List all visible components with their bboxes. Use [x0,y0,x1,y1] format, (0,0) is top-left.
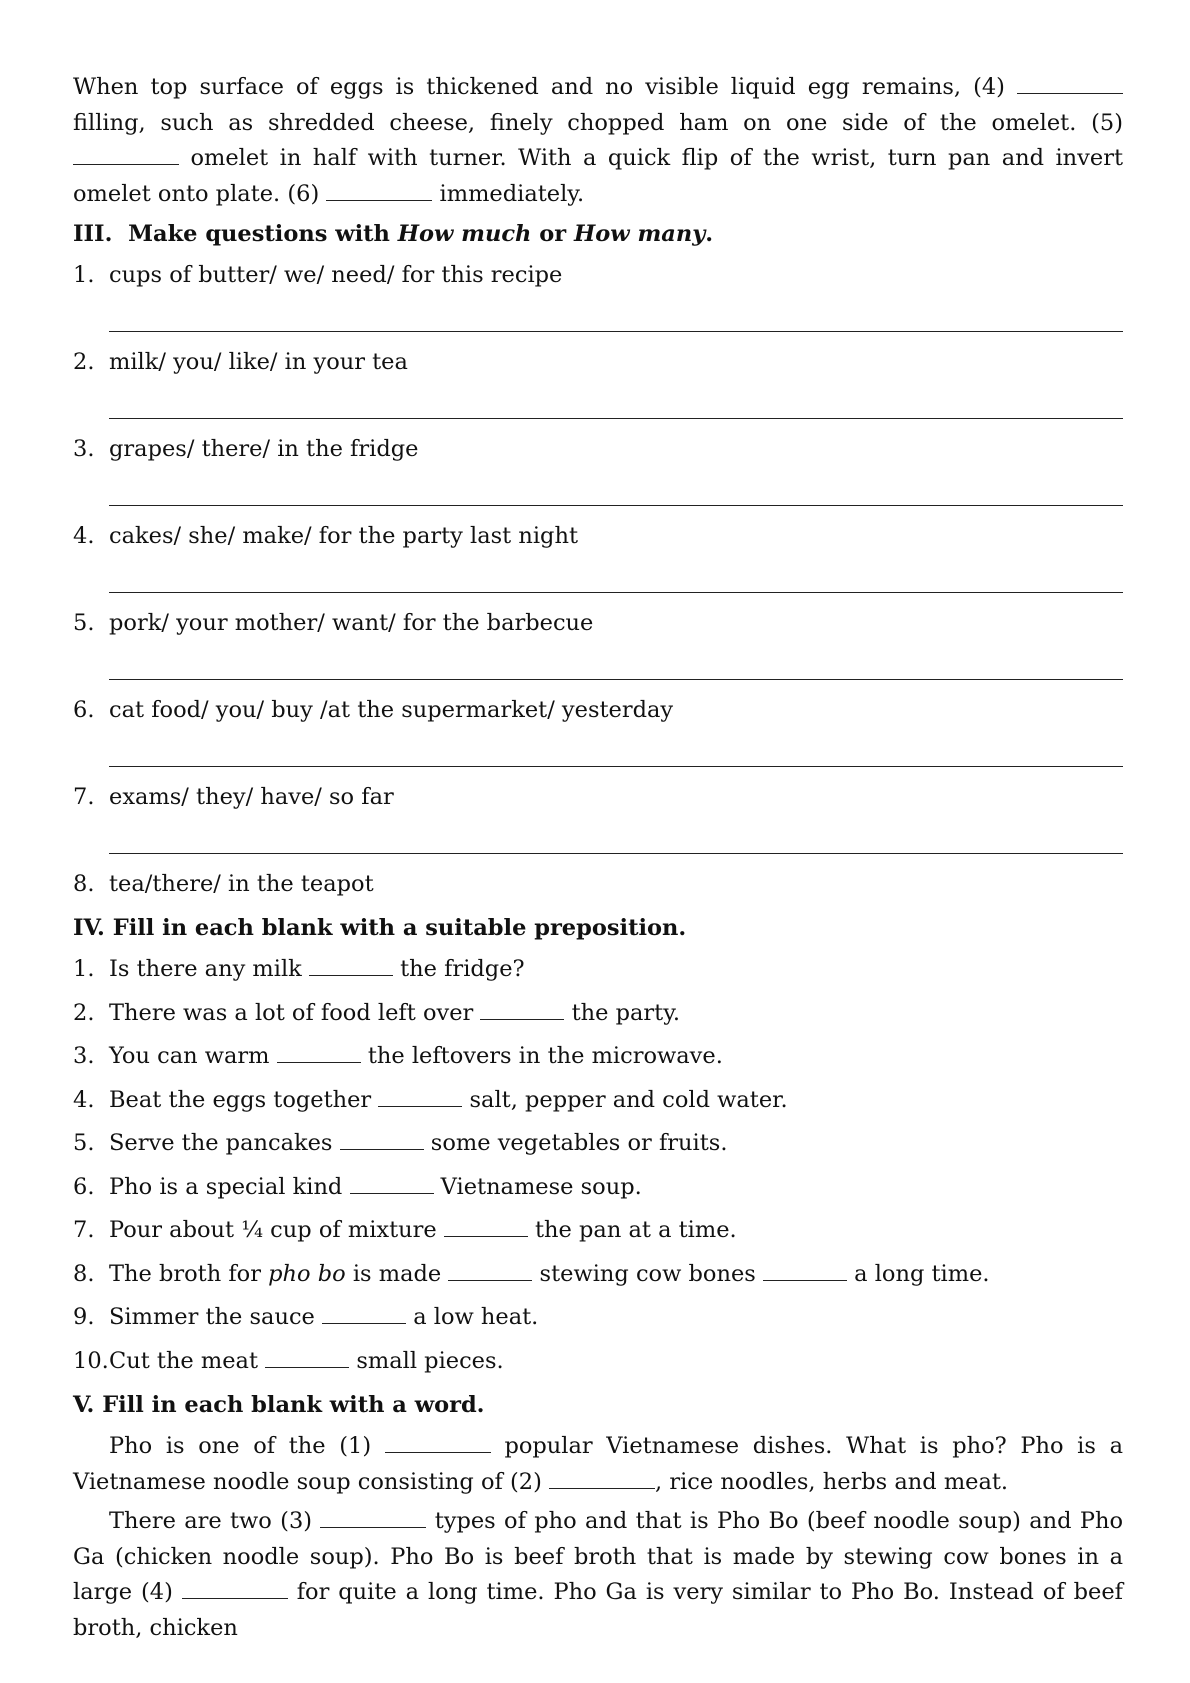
intro-text-3: omelet in half with turner. With a quick flip of the wrist, turn pan and invert omelet onto plate. (6) [73,145,1123,207]
section-5-heading: V. Fill in each blank with a word. [73,1392,485,1418]
paragraph-text: There are two (3) [109,1508,313,1534]
item-text: Cut the meat [109,1347,259,1374]
item-prompt: cups of butter/ we/ need/ for this recipe [109,262,563,288]
blank-4[interactable] [1017,75,1123,94]
blank-6[interactable] [326,182,432,201]
preposition-blank[interactable] [448,1262,532,1281]
item-number: 8. [73,1260,95,1287]
item-prompt: tea/there/ in the teapot [109,871,374,897]
intro-text-2: filling, such as shredded cheese, finely chopped ham on one side of the omelet. (5) [73,109,1123,136]
item-number: 1. [73,262,95,288]
list-item [73,1296,1123,1340]
item-number: 6. [73,697,95,723]
section-3-list [73,254,1123,906]
list-item [73,776,1123,819]
item-number: 5. [73,610,95,636]
item-number: 1. [73,956,95,982]
answer-line[interactable] [109,297,1123,341]
paragraph-text: types of pho and that is Pho Bo (beef noodle soup) and Pho Ga (chicken noodle soup). Pho Bo is beef broth that is made by stewing cow bones in a large (4) [73,1508,1124,1605]
item-number: 5. [73,1130,95,1156]
preposition-blank[interactable] [322,1305,406,1324]
list-item [73,515,1123,558]
item-text: the leftovers in the microwave. [367,1043,723,1069]
item-text: the party. [571,999,681,1026]
item-prompt: pork/ your mother/ want/ for the barbecue [109,610,594,636]
item-text: Pour about ¼ cup of mixture [109,1217,437,1243]
item-number: 6. [73,1173,95,1200]
answer-line[interactable] [109,558,1123,602]
item-text-italic: pho bo [268,1260,346,1287]
word-blank-2[interactable] [549,1470,655,1489]
item-prompt: cakes/ she/ make/ for the party last night [109,523,578,549]
item-text: a long time. [854,1260,990,1287]
item-text: some vegetables or fruits. [430,1130,728,1156]
word-blank-3[interactable] [320,1509,426,1528]
item-text: There was a lot of food left over [109,999,474,1026]
item-text: salt, pepper and cold water. [469,1086,788,1113]
answer-line[interactable] [109,384,1123,428]
preposition-blank[interactable] [350,1175,434,1194]
item-number: 7. [73,784,95,810]
item-number: 10. [73,1347,109,1374]
item-text: stewing cow bones [539,1260,756,1287]
item-text: is made [352,1260,442,1287]
list-item [73,254,1123,297]
list-item [73,1209,1123,1253]
section-3-end: . [705,221,714,247]
list-item [73,1122,1123,1166]
answer-line[interactable] [109,471,1123,515]
list-item [73,948,1123,992]
item-number: 2. [73,349,95,375]
item-text: the fridge? [400,956,525,982]
item-text: Is there any milk [109,956,302,982]
answer-line[interactable] [109,645,1123,689]
preposition-blank[interactable] [265,1349,349,1368]
intro-text-1: When top surface of eggs is thickened and no visible liquid egg remains, (4) [73,74,1005,100]
item-text: Vietnamese soup. [440,1173,642,1200]
section-3-lead: Make questions with [128,221,390,247]
item-number: 4. [73,523,95,549]
blank-5[interactable] [73,146,179,165]
section-3-em-how-many: How many [573,221,706,247]
section-3-heading [73,215,1123,254]
list-item [73,602,1123,645]
section-5-body [73,1429,1123,1646]
answer-line[interactable] [109,732,1123,776]
paragraph-text: for quite a long time. Pho Ga is very similar to Pho Bo. Instead of beef broth, chicken [73,1579,1124,1641]
preposition-blank[interactable] [480,1001,564,1020]
list-item [73,1079,1123,1123]
item-text: a low heat. [413,1304,539,1330]
list-item [73,341,1123,384]
preposition-blank[interactable] [340,1131,424,1150]
intro-text-4: immediately. [439,180,585,207]
paragraph-text: Pho is one of the (1) [109,1433,372,1459]
item-number: 4. [73,1086,95,1113]
answer-line[interactable] [109,819,1123,863]
section-5-paragraph-2 [73,1504,1123,1646]
list-item [73,1166,1123,1210]
paragraph-text: , rice noodles, herbs and meat. [655,1468,1009,1495]
item-text: Beat the eggs together [109,1086,372,1113]
list-item [73,992,1123,1036]
item-prompt: grapes/ there/ in the fridge [109,436,419,462]
item-text: Serve the pancakes [109,1130,333,1156]
item-prompt: milk/ you/ like/ in your tea [109,349,408,375]
preposition-blank[interactable] [309,957,393,976]
word-blank-1[interactable] [385,1434,491,1453]
preposition-blank[interactable] [277,1044,361,1063]
intro-paragraph [73,70,1123,212]
paragraph-text: popular Vietnamese dishes. What is pho? Pho is a Vietnamese noodle soup consisting of (2) [73,1433,1123,1495]
item-text: the pan at a time. [535,1217,737,1243]
section-3-em-how-much: How much [397,221,532,247]
list-item [73,1340,1123,1384]
item-number: 8. [73,871,95,897]
section-3-number: III. [73,221,113,247]
list-item [73,428,1123,471]
item-prompt: exams/ they/ have/ so far [109,784,394,810]
item-text: You can warm [109,1043,270,1069]
section-4-heading: IV. Fill in each blank with a suitable preposition. [73,915,687,941]
item-number: 3. [73,436,95,462]
item-number: 2. [73,999,95,1026]
item-text: Pho is a special kind [109,1173,343,1200]
item-number: 7. [73,1217,95,1243]
section-3-conj: or [539,221,567,247]
item-text: The broth for [109,1260,261,1287]
section-4-list [73,948,1123,1383]
list-item [73,1253,1123,1297]
word-blank-4[interactable] [182,1580,288,1599]
section-5-paragraph-1 [73,1429,1123,1500]
list-item [73,689,1123,732]
item-text: Simmer the sauce [109,1304,315,1330]
worksheet-page [73,70,1123,1646]
item-prompt: cat food/ you/ buy /at the supermarket/ yesterday [109,697,674,723]
item-text: small pieces. [356,1347,504,1374]
preposition-blank[interactable] [378,1088,462,1107]
preposition-blank[interactable] [444,1218,528,1237]
list-item [73,863,1123,906]
item-number: 3. [73,1043,95,1069]
list-item [73,1035,1123,1079]
preposition-blank[interactable] [763,1262,847,1281]
item-number: 9. [73,1304,95,1330]
